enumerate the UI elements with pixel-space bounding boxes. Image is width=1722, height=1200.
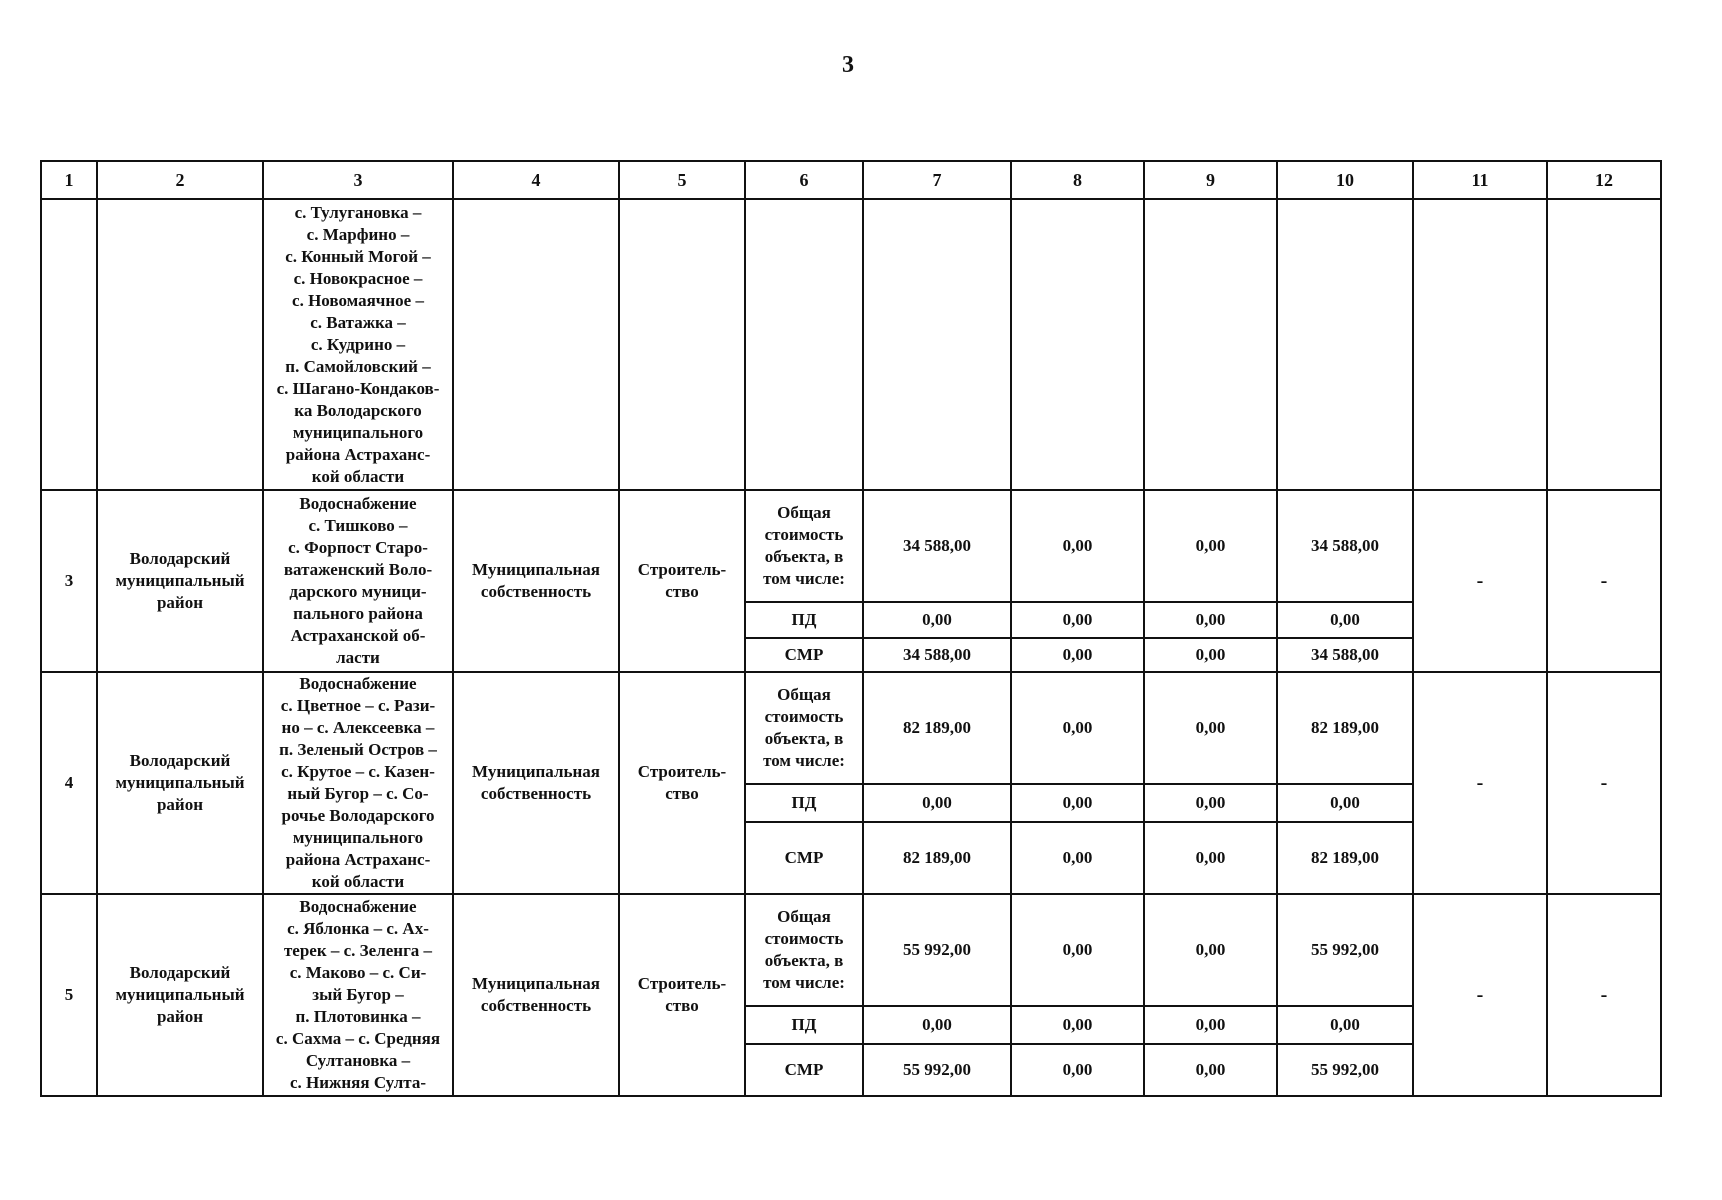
value-cell: 82 189,00: [863, 672, 1011, 784]
object-name-cell: Водоснабжение с. Цветное – с. Рази- но – с. Алексеевка – п. Зеленый Остров – с. Крутое – с. Казен- ный Бугор – с. Со- рочье Володарского муниципального района Астраханс- кой области: [263, 672, 453, 894]
value-cell: 0,00: [1144, 638, 1277, 672]
district-cell: Володарский муниципальный район: [97, 672, 263, 894]
value-cell: 0,00: [1144, 1006, 1277, 1044]
dash-cell: -: [1413, 894, 1547, 1096]
object-name-continuation: с. Тулугановка – с. Марфино – с. Конный Могой – с. Новокрасное – с. Новомаячное – с. Ватажка – с. Кудрино – п. Самойловский – с. Шагано-Кондаков- ка Володарского муниципального района Астраханс- кой области: [263, 199, 453, 490]
district-cell: Володарский муниципальный район: [97, 490, 263, 672]
column-header: 3: [263, 161, 453, 199]
value-cell: 34 588,00: [863, 638, 1011, 672]
value-cell: 55 992,00: [1277, 894, 1413, 1006]
dash-cell: -: [1413, 490, 1547, 672]
value-cell: 34 588,00: [1277, 490, 1413, 602]
value-cell: 0,00: [863, 1006, 1011, 1044]
value-cell: 0,00: [1277, 602, 1413, 638]
object-name-cell: Водоснабжение с. Яблонка – с. Ах- терек – с. Зеленга – с. Маково – с. Си- зый Бугор – п. Плотовинка – с. Сахма – с. Средняя Султановка – с. Нижняя Султа-: [263, 894, 453, 1096]
value-cell: 0,00: [1011, 1044, 1144, 1096]
column-header: 4: [453, 161, 619, 199]
cost-label-smr: СМР: [745, 1044, 863, 1096]
work-type-cell: Строитель- ство: [619, 894, 745, 1096]
dash-cell: -: [1547, 894, 1661, 1096]
value-cell: 82 189,00: [863, 822, 1011, 894]
value-cell: 0,00: [1011, 1006, 1144, 1044]
value-cell: 34 588,00: [1277, 638, 1413, 672]
value-cell: 0,00: [1144, 490, 1277, 602]
value-cell: 82 189,00: [1277, 672, 1413, 784]
cost-label-pd: ПД: [745, 1006, 863, 1044]
value-cell: 0,00: [863, 784, 1011, 822]
value-cell: 55 992,00: [863, 1044, 1011, 1096]
empty-cell: [619, 199, 745, 490]
empty-cell: [863, 199, 1011, 490]
row-number: 5: [41, 894, 97, 1096]
column-header: 2: [97, 161, 263, 199]
value-cell: 0,00: [1011, 822, 1144, 894]
cost-label-pd: ПД: [745, 784, 863, 822]
value-cell: 0,00: [1011, 672, 1144, 784]
value-cell: 0,00: [1144, 1044, 1277, 1096]
cost-label-pd: ПД: [745, 602, 863, 638]
value-cell: 34 588,00: [863, 490, 1011, 602]
value-cell: 55 992,00: [1277, 1044, 1413, 1096]
dash-cell: -: [1413, 672, 1547, 894]
column-header: 1: [41, 161, 97, 199]
empty-cell: [745, 199, 863, 490]
empty-cell: [1144, 199, 1277, 490]
empty-cell: [1413, 199, 1547, 490]
dash-cell: -: [1547, 490, 1661, 672]
value-cell: 55 992,00: [863, 894, 1011, 1006]
value-cell: 0,00: [1011, 784, 1144, 822]
district-cell: Володарский муниципальный район: [97, 894, 263, 1096]
value-cell: 0,00: [1011, 638, 1144, 672]
column-header: 10: [1277, 161, 1413, 199]
page-number: 3: [842, 52, 854, 78]
column-header: 5: [619, 161, 745, 199]
value-cell: 0,00: [1144, 672, 1277, 784]
value-cell: 0,00: [1144, 602, 1277, 638]
work-type-cell: Строитель- ство: [619, 490, 745, 672]
value-cell: 82 189,00: [1277, 822, 1413, 894]
column-header: 9: [1144, 161, 1277, 199]
value-cell: 0,00: [1144, 822, 1277, 894]
value-cell: 0,00: [1277, 1006, 1413, 1044]
value-cell: 0,00: [1277, 784, 1413, 822]
table-row: [41, 894, 1661, 1006]
ownership-cell: Муниципальная собственность: [453, 490, 619, 672]
empty-cell: [1277, 199, 1413, 490]
column-header: 12: [1547, 161, 1661, 199]
investment-table: [40, 160, 1662, 1097]
cost-label-total: Общая стоимость объекта, в том числе:: [745, 672, 863, 784]
column-header: 6: [745, 161, 863, 199]
work-type-cell: Строитель- ство: [619, 672, 745, 894]
object-name-cell: Водоснабжение с. Тишково – с. Форпост Старо- ватаженский Воло- дарского муници- пального района Астраханской об- ласти: [263, 490, 453, 672]
row-number: 4: [41, 672, 97, 894]
value-cell: 0,00: [1011, 602, 1144, 638]
column-header-row: [41, 161, 1661, 199]
value-cell: 0,00: [1144, 894, 1277, 1006]
continuation-row: [41, 199, 1661, 490]
ownership-cell: Муниципальная собственность: [453, 894, 619, 1096]
value-cell: 0,00: [1144, 784, 1277, 822]
empty-cell: [1011, 199, 1144, 490]
value-cell: 0,00: [1011, 894, 1144, 1006]
column-header: 11: [1413, 161, 1547, 199]
empty-cell: [41, 199, 97, 490]
table-row: [41, 672, 1661, 784]
ownership-cell: Муниципальная собственность: [453, 672, 619, 894]
cost-label-total: Общая стоимость объекта, в том числе:: [745, 490, 863, 602]
value-cell: 0,00: [863, 602, 1011, 638]
cost-label-total: Общая стоимость объекта, в том числе:: [745, 894, 863, 1006]
dash-cell: -: [1547, 672, 1661, 894]
cost-label-smr: СМР: [745, 822, 863, 894]
empty-cell: [1547, 199, 1661, 490]
cost-label-smr: СМР: [745, 638, 863, 672]
row-number: 3: [41, 490, 97, 672]
column-header: 7: [863, 161, 1011, 199]
table-row: [41, 490, 1661, 602]
value-cell: 0,00: [1011, 490, 1144, 602]
empty-cell: [97, 199, 263, 490]
column-header: 8: [1011, 161, 1144, 199]
empty-cell: [453, 199, 619, 490]
